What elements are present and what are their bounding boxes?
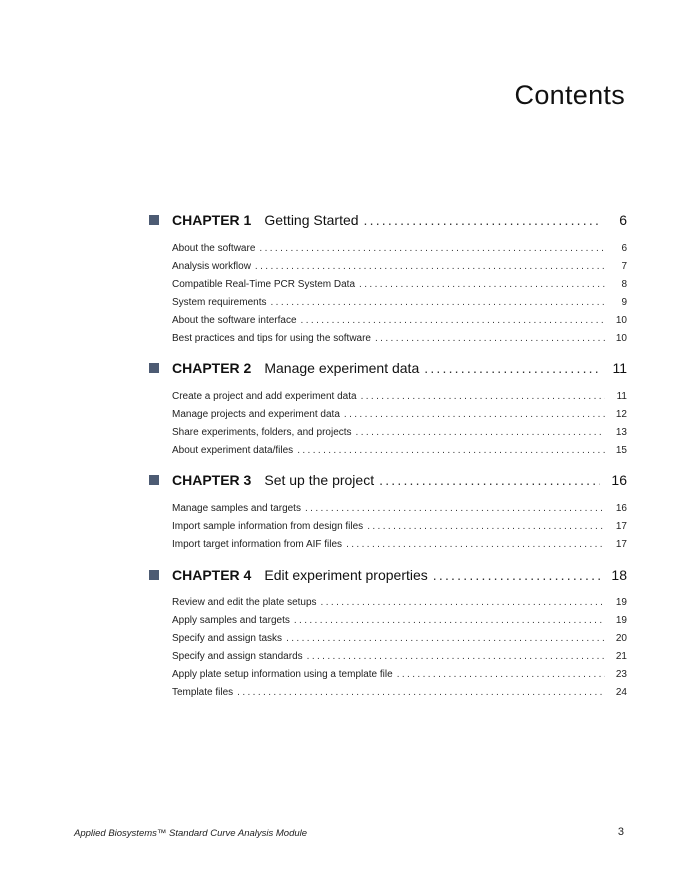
- dot-leader: [346, 539, 605, 550]
- dot-leader: [307, 651, 605, 662]
- entry-text: Manage samples and targets: [172, 503, 301, 514]
- toc-entry[interactable]: [172, 521, 627, 537]
- dot-leader: [364, 212, 600, 228]
- entry-text: System requirements: [172, 297, 267, 308]
- dot-leader: [301, 315, 605, 326]
- dot-leader: [344, 409, 605, 420]
- dot-leader: [305, 503, 605, 514]
- chapter-page-number: 16: [611, 472, 627, 488]
- toc-entry[interactable]: [172, 279, 627, 295]
- entry-text: About the software interface: [172, 315, 297, 326]
- toc-entry[interactable]: [172, 615, 627, 631]
- footer-page-number: 3: [617, 826, 624, 838]
- square-bullet-icon: [149, 363, 159, 373]
- chapter-page-number: 6: [619, 212, 627, 228]
- square-bullet-icon: [149, 475, 159, 485]
- dot-leader: [397, 669, 605, 680]
- entry-page-number: 10: [615, 333, 627, 344]
- entry-page-number: 17: [615, 539, 627, 550]
- dot-leader: [359, 279, 605, 290]
- toc-entry[interactable]: [172, 597, 627, 613]
- dot-leader: [356, 427, 605, 438]
- chapter-number: CHAPTER 4: [172, 567, 252, 583]
- entry-text: Share experiments, folders, and projects: [172, 427, 352, 438]
- entry-text: Manage projects and experiment data: [172, 409, 340, 420]
- toc-entry[interactable]: [172, 539, 627, 555]
- page-title: Contents: [514, 80, 625, 110]
- chapter-page-number: 11: [612, 360, 627, 376]
- toc-chapter-1[interactable]: [145, 209, 627, 231]
- toc-entry[interactable]: [172, 503, 627, 519]
- entry-text: Create a project and add experiment data: [172, 391, 357, 402]
- entry-page-number: 13: [615, 427, 627, 438]
- chapter-title: Getting Started: [264, 212, 359, 228]
- toc-chapter-2[interactable]: [145, 357, 627, 379]
- dot-leader: [286, 633, 605, 644]
- toc-entry[interactable]: [172, 391, 627, 407]
- chapter-number: CHAPTER 3: [172, 472, 252, 488]
- toc-entry[interactable]: [172, 243, 627, 259]
- toc-entry[interactable]: [172, 409, 627, 425]
- entry-text: Apply samples and targets: [172, 615, 290, 626]
- dot-leader: [424, 360, 600, 376]
- dot-leader: [259, 243, 605, 254]
- entry-text: Best practices and tips for using the software: [172, 333, 371, 344]
- dot-leader: [433, 567, 600, 583]
- entry-page-number: 15: [615, 445, 627, 456]
- dot-leader: [270, 297, 605, 308]
- entry-page-number: 23: [615, 669, 627, 680]
- entry-page-number: 12: [615, 409, 627, 420]
- chapter-title: Set up the project: [264, 472, 375, 488]
- toc-entry[interactable]: [172, 315, 627, 331]
- dot-leader: [375, 333, 605, 344]
- entry-page-number: 8: [621, 279, 627, 290]
- entry-page-number: 7: [621, 261, 627, 272]
- toc-entry[interactable]: [172, 427, 627, 443]
- entry-text: Analysis workflow: [172, 261, 251, 272]
- entry-page-number: 11: [616, 391, 627, 402]
- dot-leader: [379, 472, 600, 488]
- chapter-number: CHAPTER 1: [172, 212, 252, 228]
- dot-leader: [297, 445, 605, 456]
- entry-text: Import sample information from design files: [172, 521, 364, 532]
- toc-entry[interactable]: [172, 651, 627, 667]
- entry-page-number: 10: [615, 315, 627, 326]
- chapter-title: Edit experiment properties: [264, 567, 428, 583]
- toc-entry[interactable]: [172, 633, 627, 649]
- entry-page-number: 17: [615, 521, 627, 532]
- toc-entry[interactable]: [172, 687, 627, 703]
- entry-page-number: 24: [615, 687, 627, 698]
- toc-entry[interactable]: [172, 297, 627, 313]
- entry-page-number: 19: [615, 597, 627, 608]
- square-bullet-icon: [149, 570, 159, 580]
- entry-text: Review and edit the plate setups: [172, 597, 317, 608]
- dot-leader: [237, 687, 605, 698]
- entry-page-number: 9: [621, 297, 627, 308]
- toc-entry[interactable]: [172, 445, 627, 461]
- toc-entry[interactable]: [172, 261, 627, 277]
- dot-leader: [367, 521, 605, 532]
- toc-entry[interactable]: [172, 333, 627, 349]
- dot-leader: [321, 597, 605, 608]
- footer-document-title: Applied Biosystems™ Standard Curve Analysis Module: [74, 828, 308, 839]
- dot-leader: [361, 391, 605, 402]
- toc-chapter-3[interactable]: [145, 469, 627, 491]
- toc-entry[interactable]: [172, 669, 627, 685]
- toc-chapter-4[interactable]: [145, 564, 627, 586]
- entry-page-number: 16: [615, 503, 627, 514]
- entry-text: About experiment data/files: [172, 445, 294, 456]
- entry-text: Apply plate setup information using a template file: [172, 669, 393, 680]
- entry-page-number: 20: [615, 633, 627, 644]
- entry-text: Specify and assign tasks: [172, 633, 283, 644]
- entry-text: About the software: [172, 243, 256, 254]
- entry-page-number: 21: [615, 651, 627, 662]
- chapter-number: CHAPTER 2: [172, 360, 252, 376]
- entry-text: Template files: [172, 687, 234, 698]
- chapter-page-number: 18: [611, 567, 627, 583]
- square-bullet-icon: [149, 215, 159, 225]
- entry-page-number: 6: [621, 243, 627, 254]
- entry-text: Import target information from AIF files: [172, 539, 343, 550]
- dot-leader: [255, 261, 605, 272]
- entry-text: Specify and assign standards: [172, 651, 303, 662]
- chapter-title: Manage experiment data: [264, 360, 420, 376]
- entry-page-number: 19: [615, 615, 627, 626]
- entry-text: Compatible Real-Time PCR System Data: [172, 279, 356, 290]
- dot-leader: [294, 615, 605, 626]
